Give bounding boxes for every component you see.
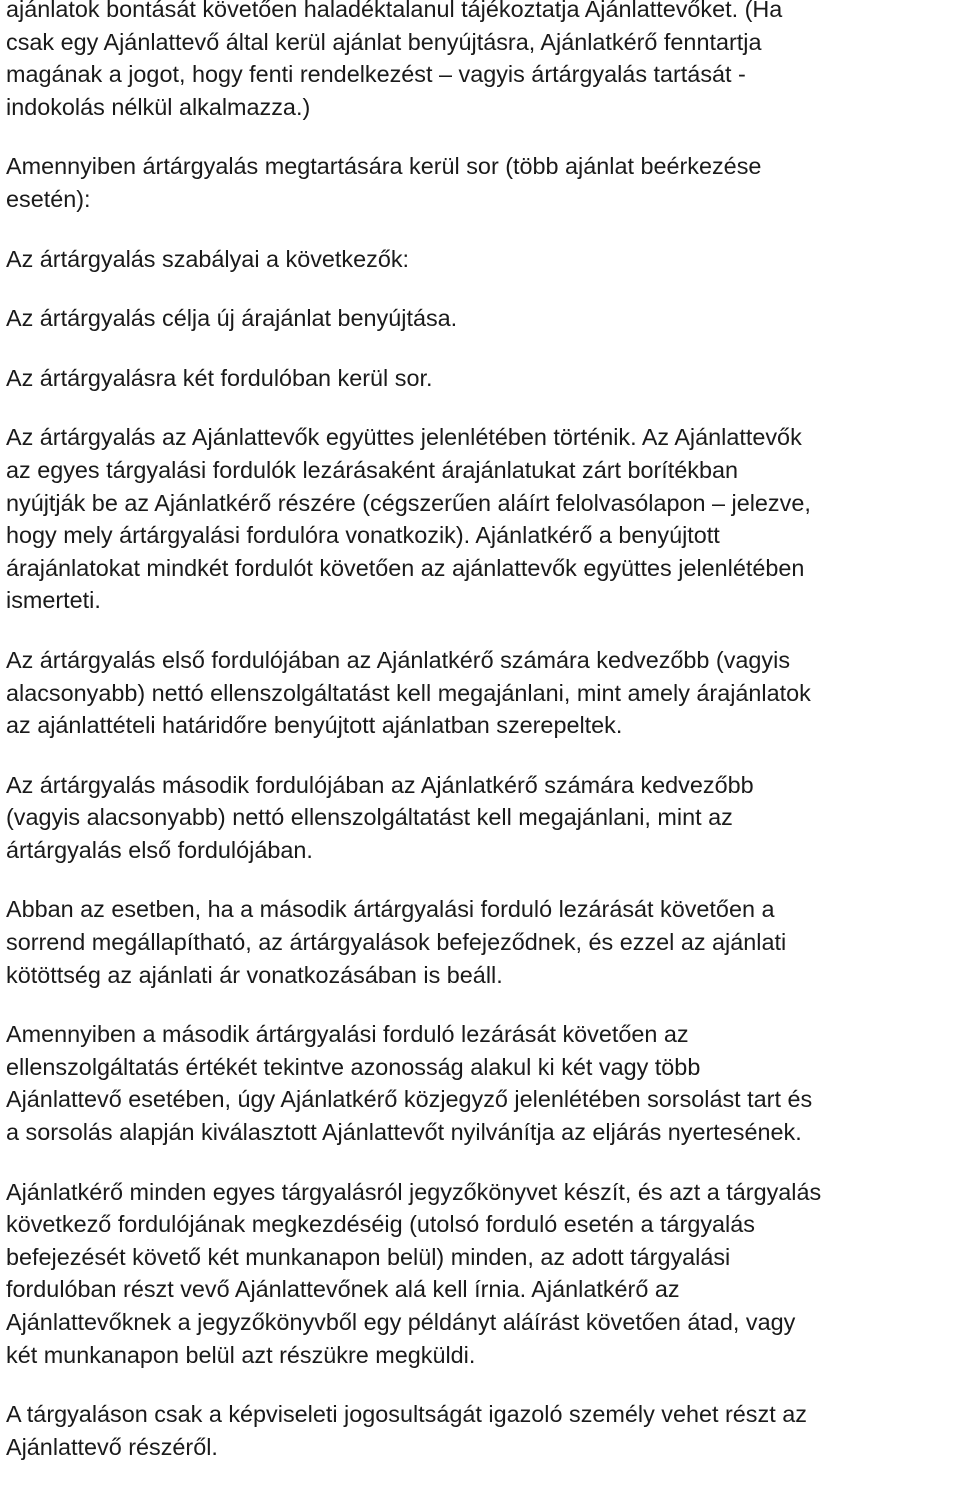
- text-line: ártárgyalás első fordulójában.: [6, 836, 313, 863]
- text-line: hogy mely ártárgyalási fordulóra vonatkozik). Ajánlatkérő a benyújtott: [6, 522, 720, 549]
- text-line: Ajánlatkérő minden egyes tárgyalásról jegyzőkönyvet készít, és azt a tárgyalás: [6, 1178, 822, 1205]
- paragraph: [6, 1398, 960, 1463]
- paragraph: [6, 893, 960, 991]
- text-line: Ajánlattevőknek a jegyzőkönyvből egy példányt aláírást követően átad, vagy: [6, 1309, 796, 1335]
- text-line: Ajánlattevő esetében, úgy Ajánlatkérő közjegyző jelenlétében sorsolást tart és: [6, 1086, 813, 1113]
- text-line: befejezését követő két munkanapon belül) minden, az adott tárgyalási: [6, 1243, 731, 1270]
- text-line: (vagyis alacsonyabb) nettó ellenszolgáltatást kell megajánlani, mint az: [6, 804, 733, 831]
- text-line: csak egy Ajánlattevő által kerül ajánlat benyújtásra, Ajánlatkérő fenntartja: [6, 28, 762, 55]
- text-line: ellenszolgáltatás értékét tekintve azonosság alakul ki két vagy több: [6, 1053, 701, 1080]
- text-line: Az ártárgyalás második fordulójában az Ajánlatkérő számára kedvezőbb: [6, 771, 754, 798]
- text-line: az ajánlattételi határidőre benyújtott ajánlatban szerepeltek.: [6, 712, 623, 739]
- text-line: Amennyiben a második ártárgyalási forduló lezárását követően az: [6, 1021, 689, 1048]
- text-line: esetén):: [6, 185, 91, 212]
- text-line: Az ártárgyalás első fordulójában az Ajánlatkérő számára kedvezőbb (vagyis: [6, 646, 791, 673]
- text-line: nyújtják be az Ajánlatkérő részére (cégszerűen aláírt felolvasólapon – jelezve,: [6, 489, 811, 516]
- paragraph: [6, 302, 960, 335]
- paragraph: [6, 362, 960, 395]
- text-line: Amennyiben ártárgyalás megtartására kerül sor (több ajánlat beérkezése: [6, 153, 762, 180]
- paragraph: [6, 644, 960, 742]
- paragraph: [6, 150, 960, 215]
- text-line: Az ártárgyalás célja új árajánlat benyújtása.: [6, 305, 458, 332]
- text-line: Az ártárgyalásra két fordulóban kerül sor.: [6, 364, 433, 391]
- text-line: indokolás nélkül alkalmazza.): [6, 93, 311, 120]
- paragraph: [6, 1176, 960, 1372]
- text-line: sorrend megállapítható, az ártárgyalások befejeződnek, és ezzel az ajánlati: [6, 929, 787, 956]
- text-line: fordulóban részt vevő Ajánlattevőnek alá kell írnia. Ajánlatkérő az: [6, 1276, 680, 1303]
- text-line: az egyes tárgyalási fordulók lezárásaként árajánlatukat zárt borítékban: [6, 456, 739, 483]
- text-line: magának a jogot, hogy fenti rendelkezést – vagyis ártárgyalás tartását -: [6, 61, 746, 88]
- text-line: Ajánlattevő részéről.: [6, 1433, 218, 1460]
- text-line: a sorsolás alapján kiválasztott Ajánlattevőt nyilvánítja az eljárás nyertesének.: [6, 1119, 802, 1146]
- text-line: A tárgyaláson csak a képviseleti jogosultságát igazoló személy vehet részt az: [6, 1401, 807, 1428]
- paragraph: [6, 243, 960, 276]
- paragraph: [6, 769, 960, 867]
- paragraph: [6, 1018, 960, 1148]
- text-line: Abban az esetben, ha a második ártárgyalási forduló lezárását követően a: [6, 896, 775, 923]
- paragraph: [6, 421, 960, 617]
- text-line: Az ártárgyalás az Ajánlattevők együttes jelenlétében történik. Az Ajánlattevők: [6, 424, 802, 451]
- text-line: alacsonyabb) nettó ellenszolgáltatást kell megajánlani, mint amely árajánlatok: [6, 679, 811, 706]
- text-line: két munkanapon belül azt részükre megküldi.: [6, 1341, 476, 1368]
- text-line: kötöttség az ajánlati ár vonatkozásában is beáll.: [6, 961, 503, 988]
- text-line: Az ártárgyalás szabályai a következők:: [6, 245, 410, 272]
- text-line: következő fordulójának megkezdéséig (utolsó forduló esetén a tárgyalás: [6, 1211, 755, 1238]
- text-line: ismerteti.: [6, 587, 101, 614]
- paragraph: [6, 0, 960, 123]
- text-line: ajánlatok bontását követően haladéktalanul tájékoztatja Ajánlattevőket. (Ha: [6, 0, 783, 22]
- text-line: árajánlatokat mindkét fordulót követően az ajánlattevők együttes jelenlétében: [6, 554, 805, 581]
